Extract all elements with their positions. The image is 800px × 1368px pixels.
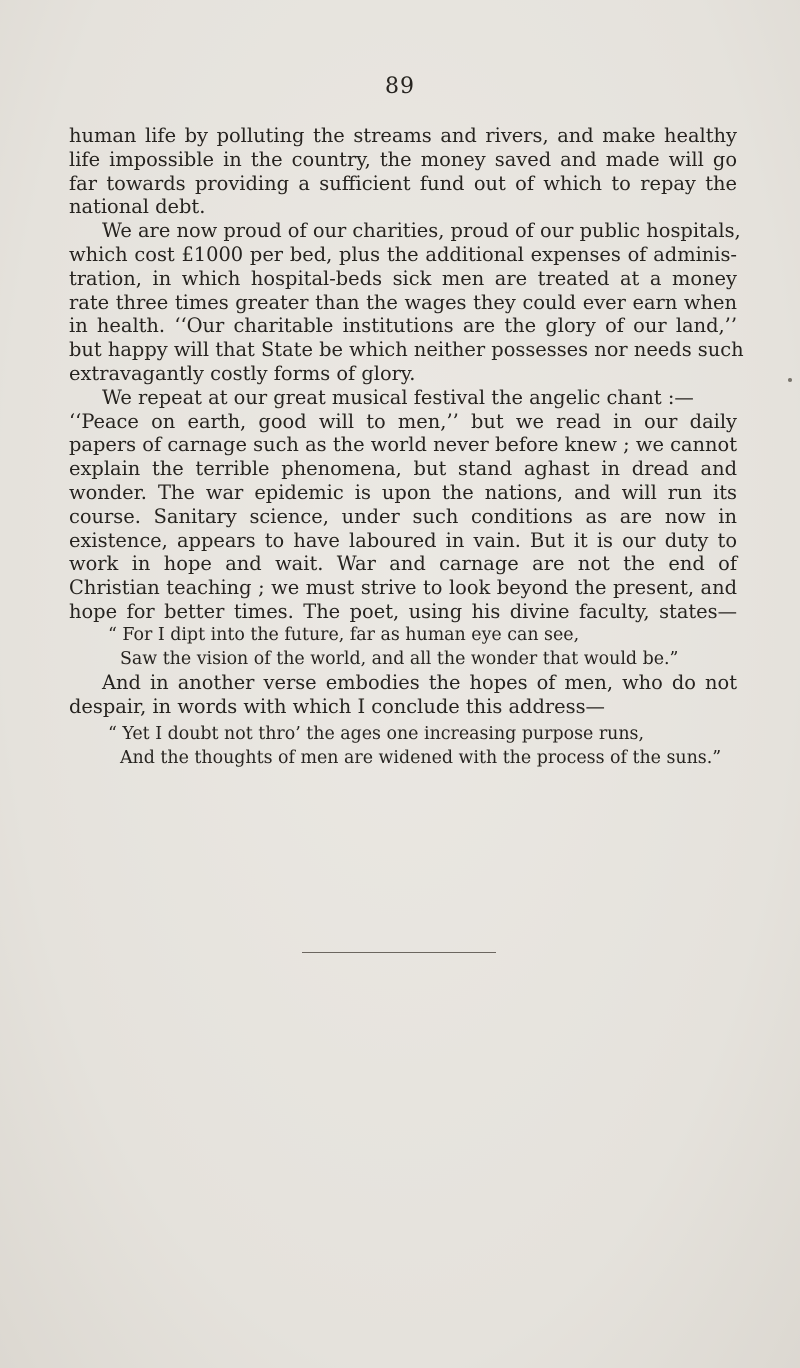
text-line: despair, in words with which I conclude this address— [69, 695, 605, 719]
paper-speck [788, 378, 792, 382]
text-line: far towards providing a sufficient fund out of which to repay the [69, 171, 737, 195]
quote-line: “ For I dipt into the future, far as human eye can see, [108, 624, 580, 645]
text-line: explain the terrible phenomena, but stand aghast in dread and [69, 457, 737, 481]
text-line: in health. ‘‘Our charitable institutions are the glory of our land,’’ [69, 314, 737, 338]
text-line: tration, in which hospital-beds sick men are treated at a money [69, 266, 737, 290]
page-number: 89 [385, 74, 415, 99]
text-line: existence, appears to have laboured in vain. But it is our duty to [69, 528, 737, 552]
text-line: life impossible in the country, the money saved and made will go [69, 147, 737, 171]
quote-line: Saw the vision of the world, and all the wonder that would be.” [120, 648, 679, 669]
text-line: papers of carnage such as the world never before knew ; we cannot [69, 433, 737, 457]
text-line: And in another verse embodies the hopes of men, who do not [102, 671, 737, 695]
text-line: hope for better times. The poet, using his divine faculty, states— [69, 599, 737, 623]
text-line: but happy will that State be which neither possesses nor needs such [69, 338, 744, 362]
text-line: We repeat at our great musical festival the angelic chant :— [102, 385, 694, 409]
text-line: ‘‘Peace on earth, good will to men,’’ but we read in our daily [69, 409, 737, 433]
text-line: course. Sanitary science, under such conditions as are now in [69, 504, 737, 528]
text-line: wonder. The war epidemic is upon the nations, and will run its [69, 480, 737, 504]
text-line: rate three times greater than the wages they could ever earn when [69, 290, 737, 314]
text-line: which cost £1000 per bed, plus the additional expenses of adminis- [69, 242, 737, 266]
quote-line: And the thoughts of men are widened with the process of the suns.” [120, 747, 722, 768]
quote-line: “ Yet I doubt not thro’ the ages one increasing purpose runs, [108, 723, 644, 744]
text-line: extravagantly costly forms of glory. [69, 361, 416, 385]
body-text [69, 124, 744, 771]
text-line: Christian teaching ; we must strive to look beyond the present, and [69, 576, 737, 600]
text-line: work in hope and wait. War and carnage are not the end of [69, 552, 737, 576]
end-rule [302, 952, 496, 953]
text-line: national debt. [69, 195, 206, 219]
text-line: human life by polluting the streams and rivers, and make healthy [69, 124, 737, 147]
text-line: We are now proud of our charities, proud of our public hospitals, [102, 219, 741, 243]
